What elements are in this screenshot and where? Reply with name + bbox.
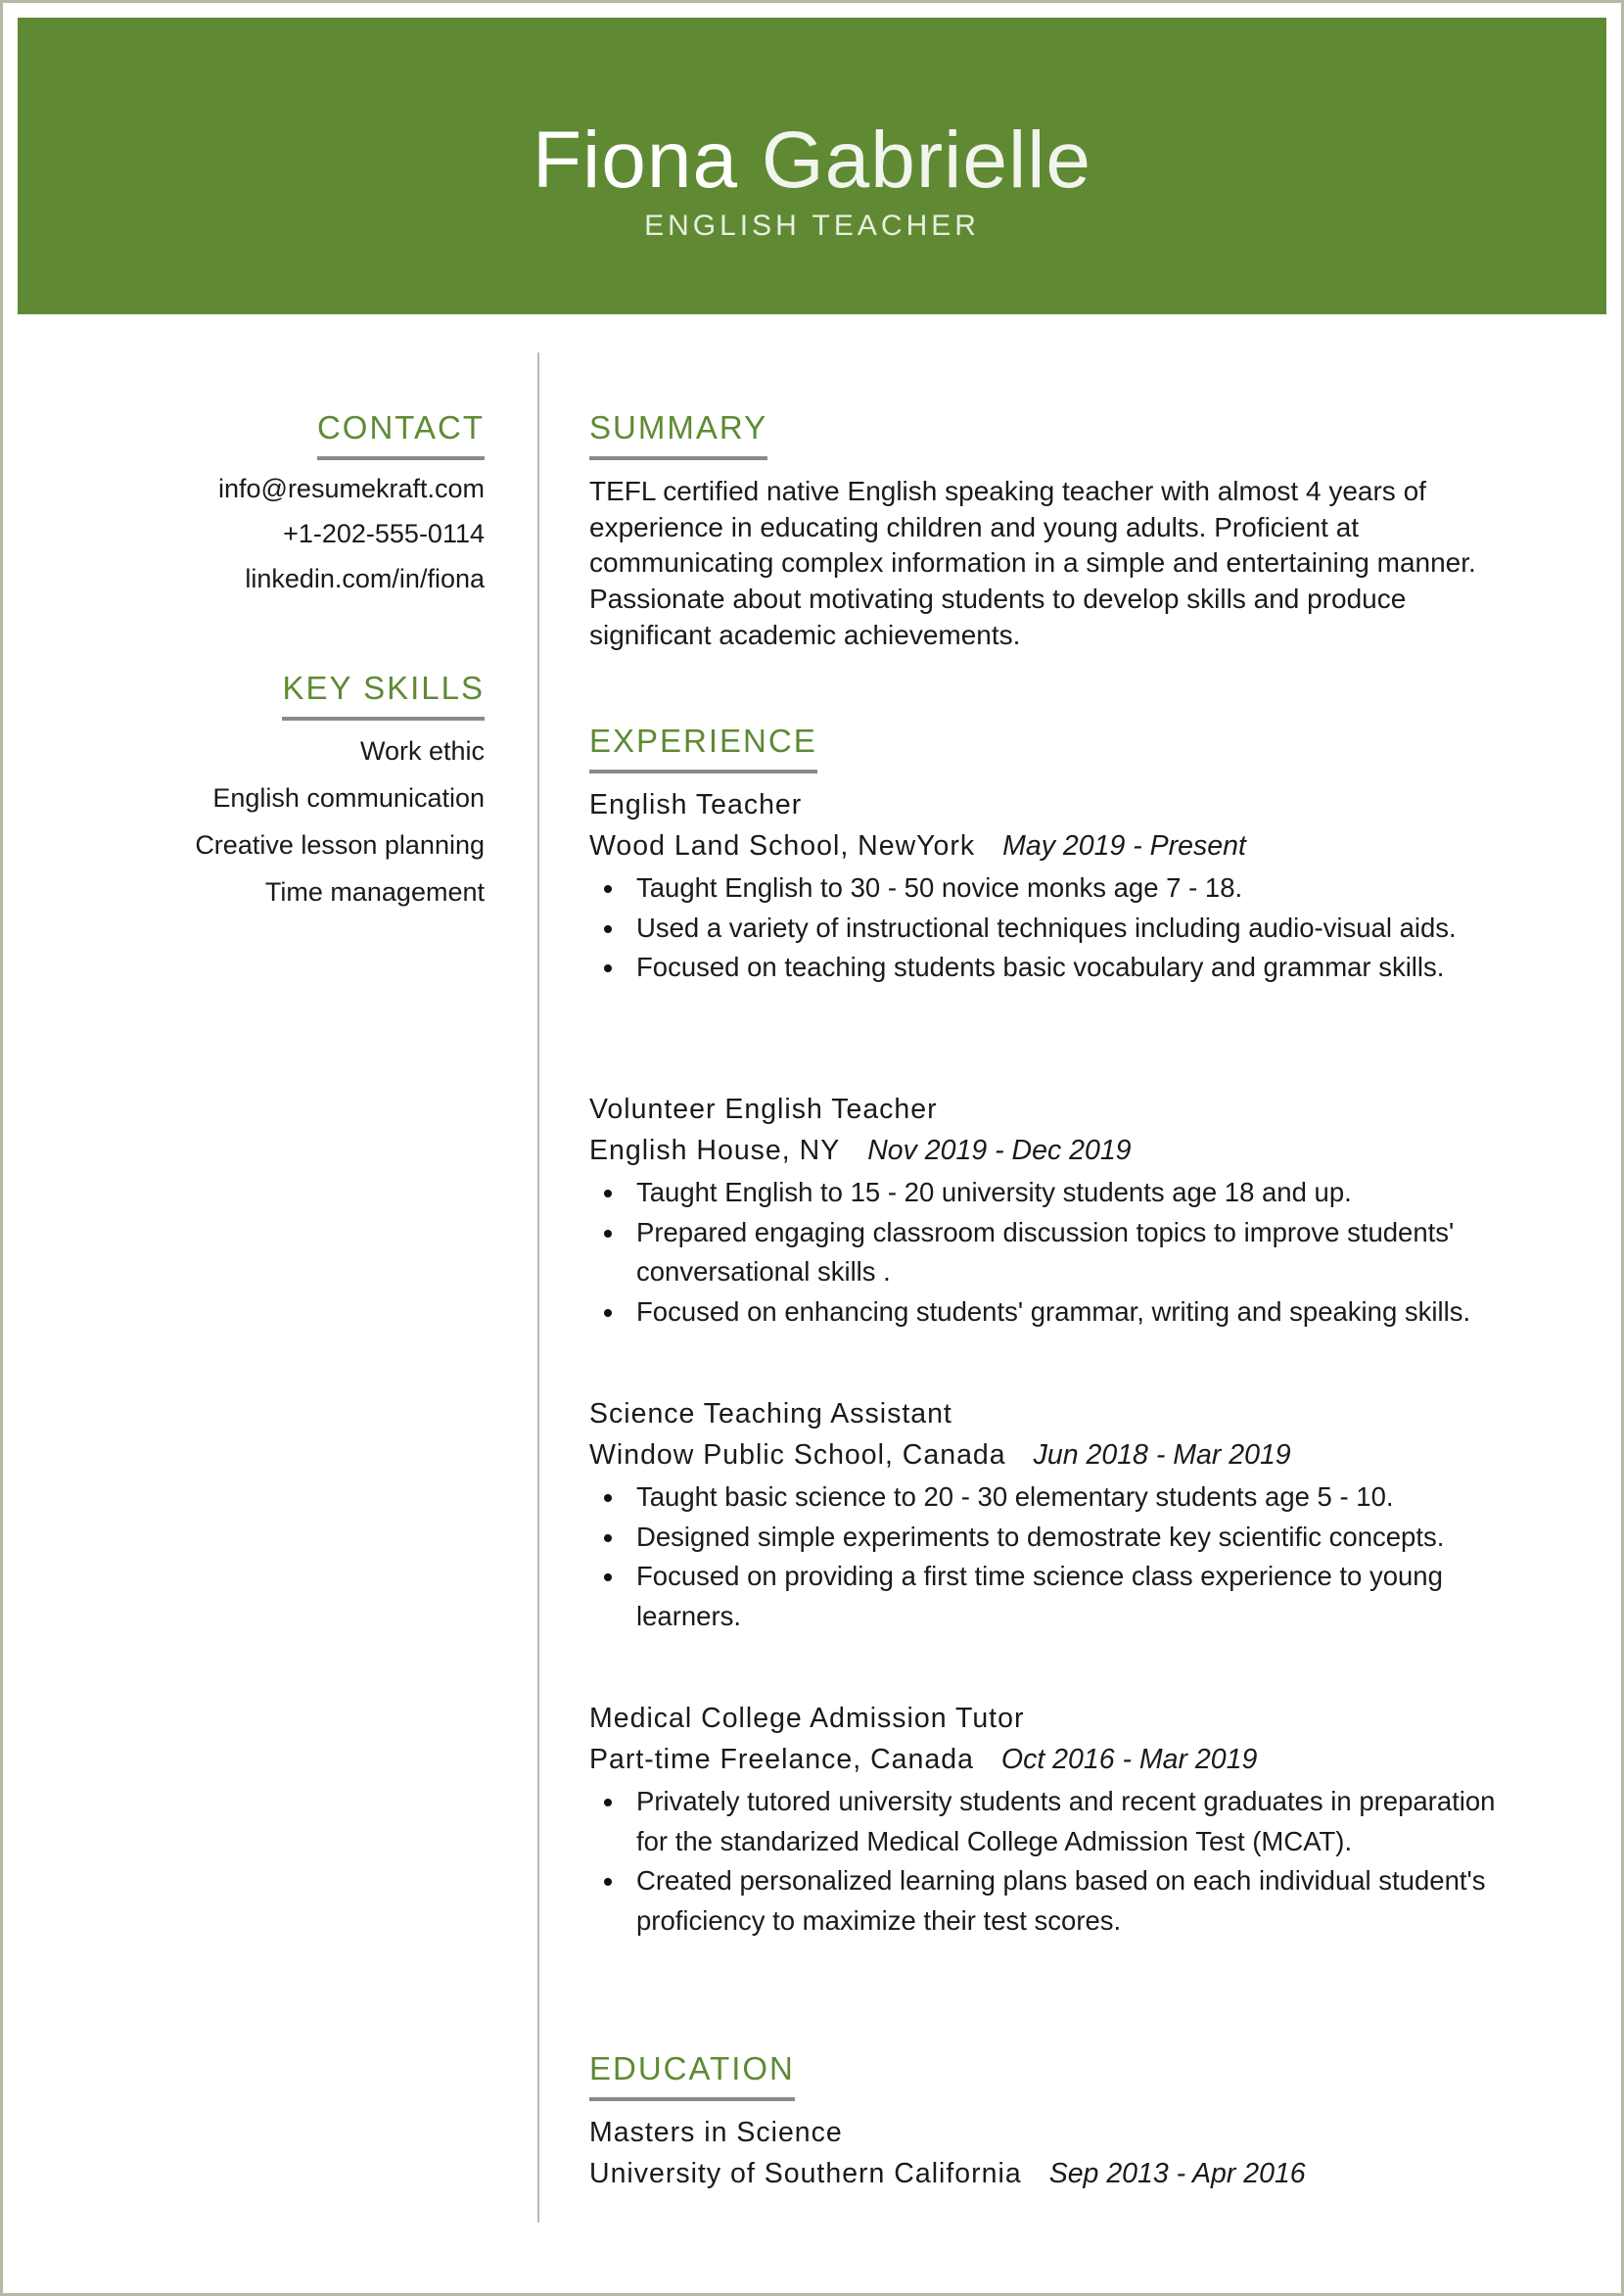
job-position: Medical College Admission Tutor — [589, 1703, 1025, 1734]
list-item: Privately tutored university students and recent graduates in preparation for the standarized Medical College Admission Test (MCAT). — [589, 1782, 1529, 1861]
contact-email[interactable]: info@resumekraft.com — [218, 474, 485, 503]
job-dates: May 2019 - Present — [1002, 830, 1246, 862]
job-dates: Jun 2018 - Mar 2019 — [1033, 1439, 1291, 1471]
job-title-header: ENGLISH TEACHER — [644, 210, 980, 242]
job-bullets — [589, 868, 1529, 988]
list-item: Taught English to 30 - 50 novice monks age 7 - 18. — [589, 868, 1529, 909]
list-item: Focused on enhancing students' grammar, writing and speaking skills. — [589, 1292, 1529, 1333]
contact-heading: CONTACT — [317, 409, 485, 460]
job-dates: Nov 2019 - Dec 2019 — [867, 1135, 1132, 1166]
list-item: Focused on teaching students basic vocabulary and grammar skills. — [589, 948, 1529, 988]
job-dates: Oct 2016 - Mar 2019 — [1000, 1744, 1258, 1775]
school-name: University of Southern California — [589, 2158, 1022, 2189]
first-name: Fiona — [532, 116, 739, 205]
job-position: Volunteer English Teacher — [589, 1094, 938, 1125]
job-org-name: Part-time Freelance, Canada — [589, 1744, 974, 1775]
job-bullets — [589, 1477, 1529, 1636]
summary-heading: SUMMARY — [589, 409, 767, 460]
candidate-name — [18, 114, 1606, 208]
job-org-name: Wood Land School, NewYork — [589, 830, 976, 862]
skill-item: English communication — [212, 783, 485, 813]
job-position: English Teacher — [589, 789, 803, 820]
skill-item: Creative lesson planning — [195, 830, 485, 860]
list-item: Taught basic science to 20 - 30 elementary students age 5 - 10. — [589, 1477, 1529, 1518]
last-name: Gabrielle — [761, 116, 1092, 205]
list-item: Focused on providing a first time science class experience to young learners. — [589, 1557, 1529, 1636]
job-bullets — [589, 1782, 1529, 1941]
summary-text: TEFL certified native English speaking teacher with almost 4 years of experience in educating children and young adults. Proficient at communicating complex information in a simple and entertaining manner. Passionate about motivating students to develop skills and produce significant academic achievements. — [589, 476, 1476, 650]
job-employer — [589, 1439, 1291, 1472]
job-employer — [589, 1135, 1132, 1167]
list-item: Prepared engaging classroom discussion topics to improve students' conversational skills . — [589, 1213, 1529, 1292]
education-heading: EDUCATION — [589, 2050, 795, 2101]
job-bullets — [589, 1173, 1529, 1332]
experience-heading: EXPERIENCE — [589, 723, 817, 773]
column-divider — [537, 352, 539, 2223]
skill-item: Work ethic — [359, 736, 485, 766]
list-item: Used a variety of instructional techniques including audio-visual aids. — [589, 909, 1529, 949]
resume-header — [18, 18, 1606, 314]
education-dates: Sep 2013 - Apr 2016 — [1048, 2158, 1306, 2189]
job-position: Science Teaching Assistant — [589, 1398, 952, 1429]
skills-heading: KEY SKILLS — [282, 670, 485, 721]
education-school — [589, 2158, 1306, 2190]
contact-linkedin[interactable]: linkedin.com/in/fiona — [245, 564, 485, 593]
contact-phone[interactable]: +1-202-555-0114 — [283, 519, 485, 548]
list-item: Taught English to 15 - 20 university students age 18 and up. — [589, 1173, 1529, 1213]
education-degree: Masters in Science — [589, 2117, 843, 2148]
skill-item: Time management — [264, 877, 485, 907]
list-item: Designed simple experiments to demostrate key scientific concepts. — [589, 1518, 1529, 1558]
job-org-name: Window Public School, Canada — [589, 1439, 1006, 1471]
job-employer — [589, 1744, 1257, 1776]
job-employer — [589, 830, 1246, 863]
job-org-name: English House, NY — [589, 1135, 841, 1166]
list-item: Created personalized learning plans based on each individual student's proficiency to maximize their test scores. — [589, 1861, 1529, 1941]
